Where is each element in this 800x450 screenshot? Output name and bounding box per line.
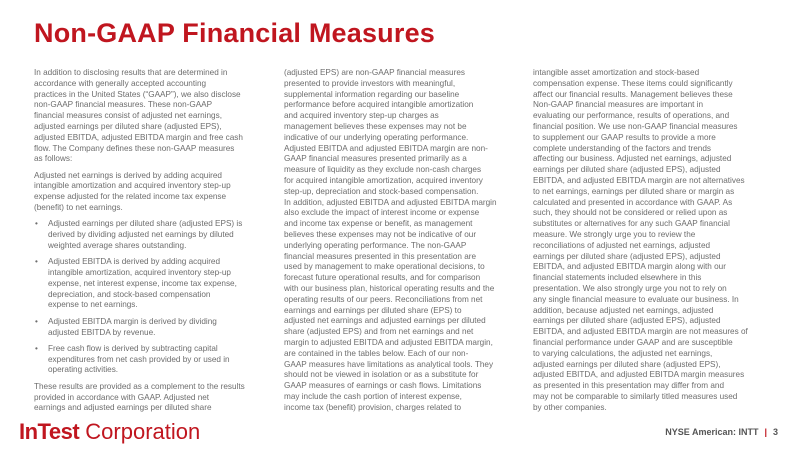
text-line: intangible amortization and acquired inventory step-up [34, 181, 231, 191]
text-line: share (adjusted EPS) and from net earnings and net [284, 327, 474, 337]
text-line: for acquired intangible amortization, acquired inventory [284, 175, 483, 185]
text-line: any single financial measure to evaluate our business. In [533, 294, 739, 304]
page-title: Non-GAAP Financial Measures [34, 18, 435, 48]
text-line: operating results of our peers. Reconciliations from net [284, 294, 483, 304]
text-line: provided in accordance with GAAP. Adjusted net [34, 392, 210, 402]
text-line: Adjusted EBITDA margin is derived by dividing [48, 316, 217, 326]
text-line: In addition to disclosing results that are determined in [34, 68, 228, 77]
bullet-icon: • [35, 257, 38, 267]
text-line: adjusted EBITDA, and adjusted EBITDA margin measures [533, 370, 745, 380]
text-line: as presented in this presentation may differ from and [533, 381, 724, 391]
text-line: accordance with generally accepted accounting [34, 78, 207, 88]
text-line: Adjusted EBITDA and adjusted EBITDA margin are non- [284, 143, 488, 153]
bullet-item [34, 344, 279, 376]
text-line: EBITDA, and adjusted EBITDA margin are not measures of [533, 327, 748, 337]
text-column-2 [284, 68, 534, 419]
text-line: flow. The Company defines these non-GAAP measures [34, 143, 235, 153]
text-line: by other companies. [533, 402, 607, 412]
text-line: reconciliations of adjusted net earnings, adjusted [533, 240, 711, 250]
text-line: practices in the United States (“GAAP”), we also disclose [34, 89, 241, 99]
text-line: adjusted EBITDA, adjusted EBITDA margin and free cash [34, 132, 243, 142]
text-line: to varying calculations, the adjusted net earnings, [533, 348, 713, 358]
bullet-item [34, 257, 279, 311]
text-line: expense, net interest expense, income tax expense, [48, 278, 237, 288]
text-line: intangible asset amortization and stock-based [533, 68, 700, 77]
text-line: as follows: [34, 154, 73, 164]
text-column-1 [34, 68, 279, 420]
text-line: expense to net earnings. [48, 300, 138, 310]
paragraph [34, 382, 279, 414]
text-line: adjusted EBITDA by revenue. [48, 327, 156, 337]
text-line: affecting our business. Adjusted net earnings, adjusted [533, 154, 732, 164]
text-line: (adjusted EPS) are non-GAAP financial measures [284, 68, 465, 77]
page-number: 3 [772, 427, 778, 437]
text-line: believes these expenses may not be indicative of our [284, 229, 477, 239]
bullet-icon: • [35, 343, 38, 353]
text-line: may not be comparable to similarly titled measures used [533, 391, 738, 401]
text-line: with our business plan, historical operating results and the [284, 283, 495, 293]
logo-bold-text: InTest [19, 419, 80, 444]
text-line: presentation. We also strongly urge you not to rely on [533, 283, 727, 293]
text-line: GAAP measures of earnings or cash flows. Limitations [284, 381, 482, 391]
text-line: supplemental information regarding our baseline [284, 89, 460, 99]
paragraph [34, 171, 279, 214]
text-line: GAAP financial measures presented primarily as a [284, 154, 467, 164]
text-line: affect our financial results. Management believes these [533, 89, 733, 99]
text-line: Adjusted earnings per diluted share (adjusted EPS) is [48, 219, 243, 229]
text-line: income tax (benefit) provision, charges related to [284, 402, 462, 412]
text-line: adjusted earnings per diluted share (adjusted EPS), [34, 121, 222, 131]
text-line: derived by dividing adjusted net earnings by diluted [48, 230, 234, 240]
text-line: complete understanding of the factors and trends [533, 143, 711, 153]
text-line: underlying operating performance. The non-GAAP [284, 240, 467, 250]
text-line: weighted average shares outstanding. [48, 240, 187, 250]
text-line: Adjusted EBITDA is derived by adding acquired [48, 257, 221, 267]
logo-regular-text: Corporation [79, 419, 201, 444]
text-line: non-GAAP financial measures. These non-GAAP [34, 100, 213, 110]
bullet-icon: • [35, 316, 38, 326]
text-line: In addition, adjusted EBITDA and adjusted EBITDA margin [284, 197, 497, 207]
text-column-3 [533, 68, 783, 419]
paragraph [34, 68, 279, 165]
text-line: expenditures from net cash provided by or used in [48, 354, 230, 364]
text-line: EBITDA, and adjusted EBITDA margin along with our [533, 262, 726, 272]
text-line: such, they should not be considered or relied upon as [533, 208, 728, 218]
text-line: These results are provided as a complement to the results [34, 381, 245, 391]
paragraph [533, 68, 783, 414]
text-line: (benefit) to net earnings. [34, 203, 123, 213]
text-line: also exclude the impact of interest income or expense [284, 208, 480, 218]
text-line: and acquired inventory step-up charges as [284, 111, 439, 121]
text-line: addition, because adjusted net earnings, adjusted [533, 305, 714, 315]
footer [665, 427, 778, 437]
text-line: are contained in the tables below. Each of our non- [284, 348, 469, 358]
text-line: forecast future operational results, and for comparison [284, 273, 481, 283]
bullet-icon: • [35, 219, 38, 229]
text-line: intangible amortization, acquired inventory step-up [48, 268, 231, 278]
text-line: may include the cash portion of interest expense, [284, 391, 462, 401]
text-line: GAAP measures have limitations as analytical tools. They [284, 359, 494, 369]
paragraph [284, 68, 534, 414]
text-line: EBITDA, and adjusted EBITDA margin are not alternatives [533, 175, 745, 185]
text-line: earnings and adjusted earnings per diluted share [34, 403, 212, 413]
text-line: financial statements included elsewhere in this [533, 273, 702, 283]
company-logo [19, 419, 200, 445]
text-line: should not be viewed in isolation or as a substitute for [284, 370, 479, 380]
text-line: financial measures presented in this presentation are [284, 251, 477, 261]
text-line: earnings per diluted share (adjusted EPS), adjusted [533, 316, 721, 326]
text-line: compensation expense. These items could significantly [533, 78, 733, 88]
text-line: evaluating our performance, results of operations, and [533, 111, 730, 121]
footer-separator: | [764, 427, 767, 437]
text-line: measure of liquidity as they exclude non-cash charges [284, 165, 482, 175]
text-line: indicative of our underlying operating performance. [284, 132, 469, 142]
text-line: Adjusted net earnings is derived by adding acquired [34, 170, 222, 180]
bullet-item [34, 317, 279, 339]
text-line: Non-GAAP financial measures are important in [533, 100, 704, 110]
text-line: performance before acquired intangible amortization [284, 100, 474, 110]
text-line: adjusted net earnings and adjusted earnings per diluted [284, 316, 486, 326]
text-line: calculated and presented in accordance with GAAP. As [533, 197, 733, 207]
bullet-item [34, 219, 279, 251]
text-line: management believes these expenses may not be [284, 121, 467, 131]
exchange-ticker: NYSE American: INTT [665, 427, 759, 437]
text-line: financial measures consist of adjusted net earnings, [34, 111, 222, 121]
text-line: to supplement our GAAP results to provide a more [533, 132, 716, 142]
text-line: financial position. We use non-GAAP financial measures [533, 121, 738, 131]
text-line: to net earnings, earnings per diluted share or margin as [533, 186, 735, 196]
text-line: financial performance under GAAP and are susceptible [533, 337, 733, 347]
text-line: used by management to make operational decisions, to [284, 262, 485, 272]
text-line: step-up, depreciation and stock-based compensation. [284, 186, 479, 196]
text-line: operating activities. [48, 365, 119, 375]
text-line: depreciation, and stock-based compensation [48, 289, 211, 299]
text-line: and income tax expense or benefit, as management [284, 219, 473, 229]
text-line: earnings per diluted share (adjusted EPS), adjusted [533, 251, 721, 261]
text-line: expense adjusted for the related income tax expense [34, 192, 227, 202]
text-line: substitutes or alternatives for any such GAAP financial [533, 219, 730, 229]
text-line: earnings and earnings per diluted share (EPS) to [284, 305, 462, 315]
text-line: margin to adjusted EBITDA and adjusted EBITDA margin, [284, 337, 493, 347]
text-line: measure. We strongly urge you to review the [533, 229, 696, 239]
text-line: presented to provide investors with meaningful, [284, 78, 456, 88]
text-line: adjusted earnings per diluted share (adjusted EPS), [533, 359, 721, 369]
text-line: Free cash flow is derived by subtracting capital [48, 343, 218, 353]
text-line: earnings per diluted share (adjusted EPS), adjusted [533, 165, 721, 175]
